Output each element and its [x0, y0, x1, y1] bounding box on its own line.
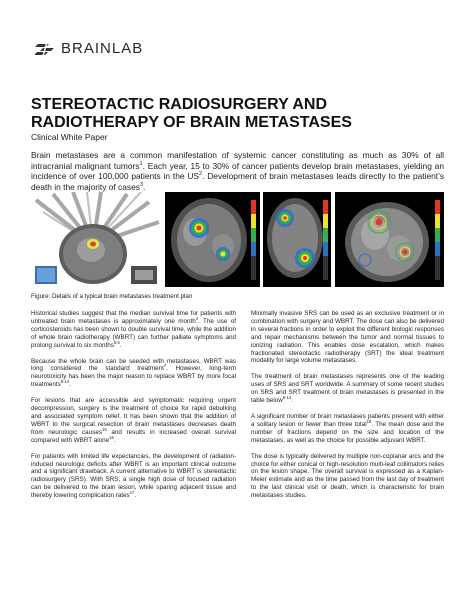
- brainlab-logo-icon: [35, 42, 57, 56]
- paragraph-srs: For patients with limited life expectancies, the development of radiation-induced neurologic deficits after WBRT is an important clinical outcome and a significant drawback. A current alternative to WBRT is stereotactic radiosurgery (SRS). With SRS, a single high dose of focused radiation can be delivered to the brain lesion, while sparing adjacent tissue and thereby lowering complication rates$^{17}$.: [31, 452, 236, 500]
- paragraph-wbrt: Because the whole brain can be seeded with metastases, WBRT was long considered the standard treatment$^7$. However, long-term neurotoxicity has been the major reason to replace WBRT by more focal treatments$^{8-14}$.: [31, 357, 236, 389]
- right-column: [251, 310, 444, 508]
- page-subtitle: Clinical White Paper: [31, 132, 108, 142]
- dose-overlay-contour-image: [335, 192, 444, 287]
- paragraph-surgery: For lesions that are accessible and symptomatic requiring urgent decompression, surgery is the treatment of choice for rapid debulking and associated symptom relief. It has been shown that the addition of WBRT to the surgical resection of brain metastases decreases death from neurologic causes$^{15}$ and results in increased overall survival compared with WBRT alone$^{16}$.: [31, 397, 236, 444]
- page-title: STEREOTACTIC RADIOSURGERY AND RADIOTHERAPY OF BRAIN METASTASES: [31, 96, 352, 131]
- paragraph-treatment-summary: The treatment of brain metastases represents one of the leading uses of SRS and SRT worldwide. A summary of some recent studies on SRS and SRT treatment of brain metastases is presented in the table below$^{8-14}$.: [251, 373, 444, 405]
- intro-paragraph: Brain metastases are a common manifestation of systemic cancer constituting as much as 30% of all intracranial malignant tumors$^1$. Each year, 15 to 30% of cancer patients develop brain metastases, yielding an incidence of over 100,000 patients in the $US^2$. Development of brain metastases leads directly to the patient’s death in the majority of cases$^3$.: [31, 150, 445, 192]
- paragraph-lesion-count: A significant number of brain metastases patients present with either a solitary lesion or fewer than three total$^{18}$. The mean dose and the number of fractions depend on the size and location of the metastases, as well as the choice for possible adjuvant WBRT.: [251, 412, 444, 444]
- paragraph-survival: Historical studies suggest that the median survival time for patients with untreated brain metastases is approximately one month$^4$. The use of corticosteroids has been shown to double survival time, while the addition of whole brain radiotherapy (WBRT) can further palliate symptoms and prolong survival to six months$^{5,6}$.: [31, 310, 237, 349]
- left-column: [31, 310, 236, 508]
- dose-overlay-axial-image: [165, 192, 260, 287]
- figure-caption: Figure: Details of a typical brain metastases treatment plan: [31, 293, 193, 300]
- brand-name: BRAINLAB: [61, 40, 144, 57]
- paragraph-dose-delivery: The dose is typically delivered by multiple non-coplanar arcs and the choice for either conical or high-resolution multi-leaf collimators relies on the lesion shape. The overall survival is expressed as a Kaplan-Meier estimate and as the time passed from the last day of treatment to the last clinical visit or death, which is characteristic for brain metastases studies.: [251, 452, 444, 500]
- beam-arrangement-image: [31, 192, 161, 287]
- treatment-plan-figure: [31, 192, 444, 287]
- paragraph-minimally-invasive: Minimally invasive SRS can be used as an exclusive treatment or in combination with surgery and WBRT. The dose can also be delivered in several fractions in order to exploit the different biologic responses and repair mechanisms between the tumor and normal tissues to ionizing radiation. This enables dose escalation, which makes fractionated stereotactic radiotherapy (SRT) the ideal treatment modality for large volume metastases.: [251, 310, 444, 365]
- dose-overlay-coronal-image: [263, 192, 331, 287]
- brainlab-logo: [35, 40, 143, 57]
